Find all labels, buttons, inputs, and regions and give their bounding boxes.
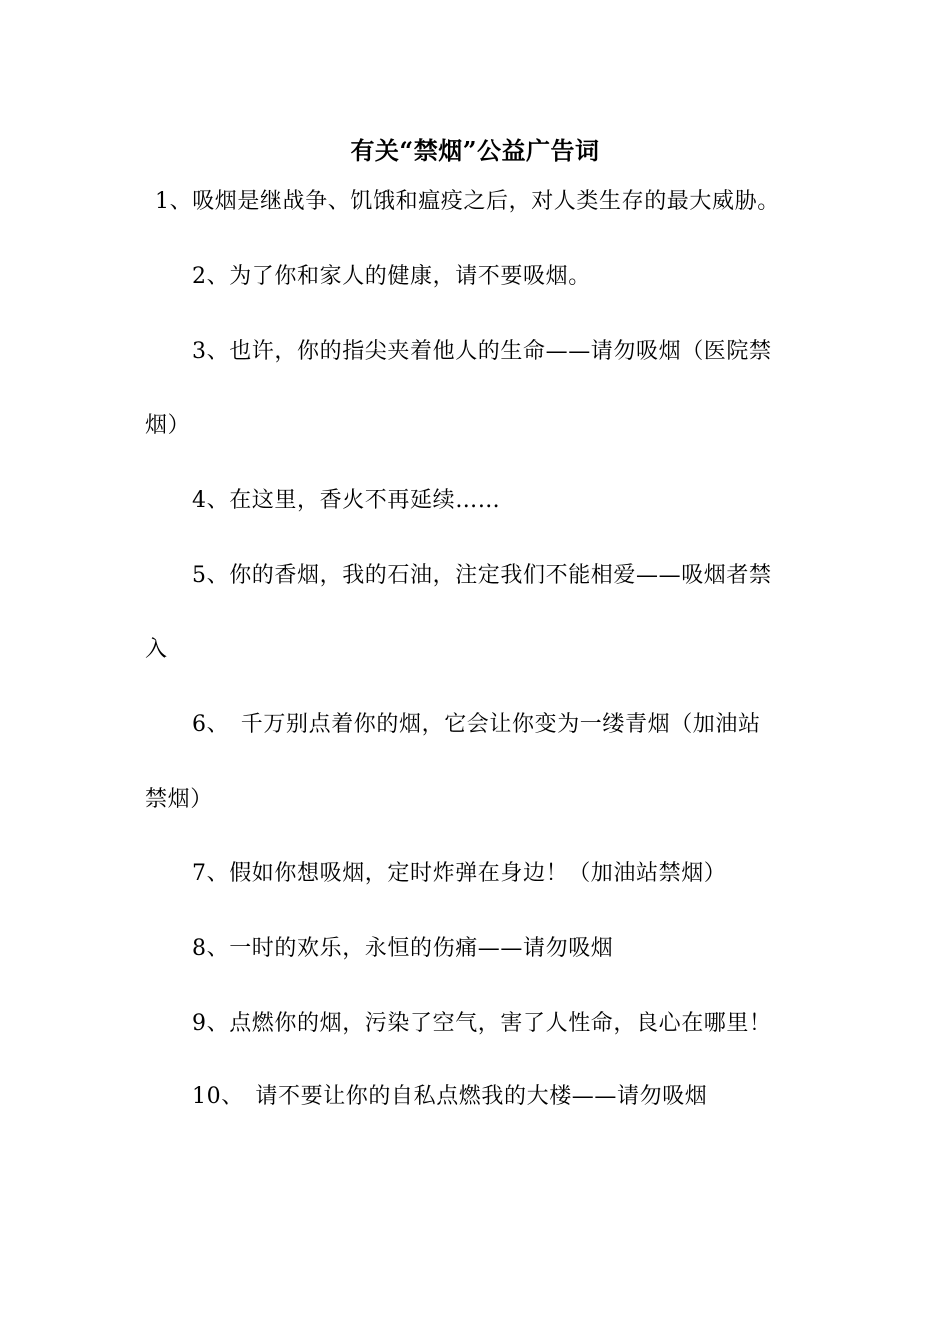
slogan-6-line-1: 6、 千万别点着你的烟，它会让你变为一缕青烟（加油站 (192, 712, 761, 737)
slogan-7-line-1: 7、假如你想吸烟，定时炸弹在身边！（加油站禁烟） (192, 861, 727, 886)
slogan-9-line-1: 9、点燃你的烟，污染了空气，害了人性命，良心在哪里！ (192, 1011, 772, 1036)
slogan-4-line-1: 4、在这里，香火不再延续…… (192, 488, 501, 513)
document-title: 有关“禁烟”公益广告词 (350, 136, 600, 165)
slogan-1-line-1: 1、吸烟是继战争、饥饿和瘟疫之后，对人类生存的最大威胁。 (155, 189, 780, 214)
slogan-10-line-1: 10、 请不要让你的自私点燃我的大楼——请勿吸烟 (192, 1084, 708, 1109)
slogan-6-line-2: 禁烟） (145, 787, 213, 812)
slogan-3-line-2: 烟） (145, 413, 191, 438)
slogan-8-line-1: 8、一时的欢乐，永恒的伤痛——请勿吸烟 (192, 936, 614, 961)
slogan-5-line-1: 5、你的香烟，我的石油，注定我们不能相爱——吸烟者禁 (192, 563, 772, 588)
slogan-2-line-1: 2、为了你和家人的健康，请不要吸烟。 (192, 264, 591, 289)
slogan-3-line-1: 3、也许，你的指尖夹着他人的生命——请勿吸烟（医院禁 (192, 339, 772, 364)
slogan-5-line-2: 入 (145, 637, 168, 662)
